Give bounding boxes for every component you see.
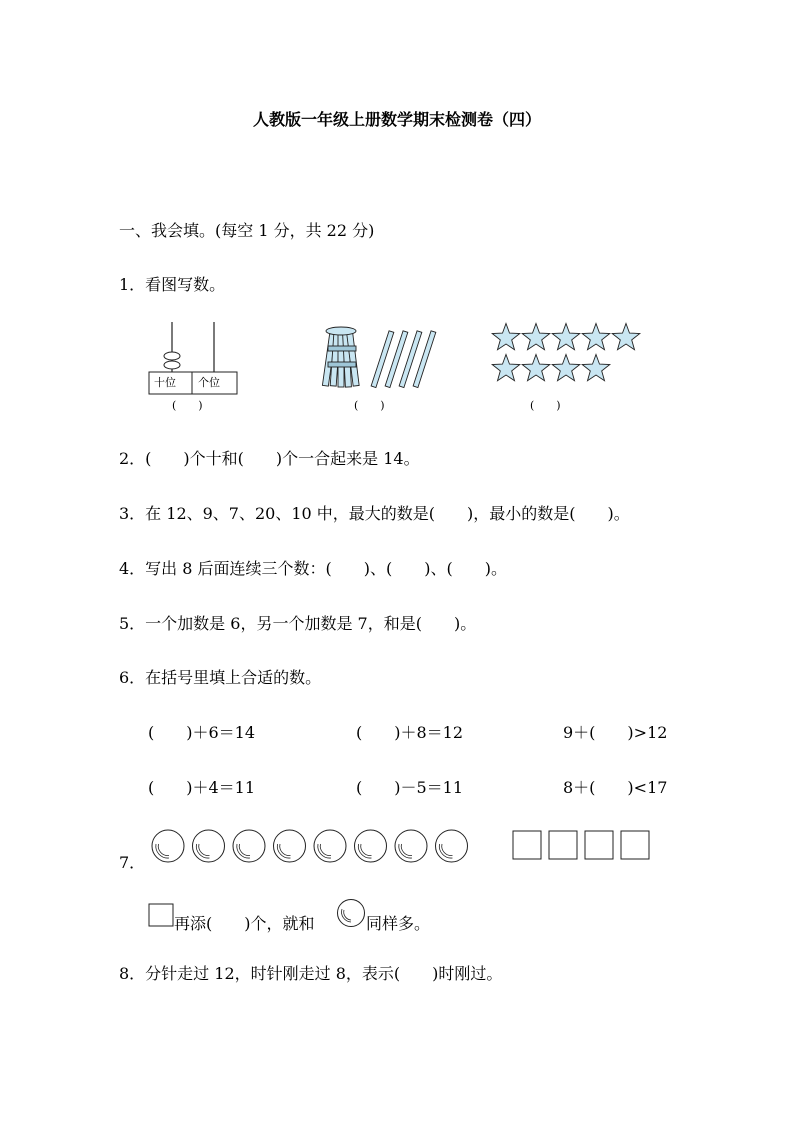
answer-blank-3[interactable]: ( ) bbox=[530, 399, 561, 412]
squares-row bbox=[512, 830, 654, 862]
sticks-figure bbox=[318, 326, 438, 392]
question-5: 5．一个加数是 6，另一个加数是 7，和是( )。 bbox=[119, 614, 477, 633]
question-7-label: 7． bbox=[119, 853, 146, 872]
star-icon bbox=[552, 324, 580, 350]
star-icon bbox=[492, 324, 520, 350]
circle-icon bbox=[233, 830, 265, 862]
abacus-bead bbox=[164, 352, 180, 360]
abacus-tens-label: 十位 bbox=[154, 376, 176, 389]
equation: ( )＋8＝12 bbox=[356, 723, 464, 742]
circle-icon bbox=[336, 898, 366, 928]
question-1: 1．看图写数。 bbox=[119, 275, 226, 294]
circle-icon bbox=[395, 830, 427, 862]
abacus-ones-label: 个位 bbox=[198, 376, 220, 389]
question-8: 8．分针走过 12，时针刚走过 8，表示( )时刚过。 bbox=[119, 964, 503, 983]
question-6: 6．在括号里填上合适的数。 bbox=[119, 668, 322, 687]
page-title: 人教版一年级上册数学期末检测卷（四） bbox=[252, 110, 541, 129]
section-heading: 一、我会填。(每空 1 分，共 22 分) bbox=[119, 221, 375, 240]
question-7-text-2: 同样多。 bbox=[366, 914, 431, 933]
star-icon bbox=[522, 355, 550, 381]
square-icon bbox=[585, 831, 613, 859]
circle-icon bbox=[152, 830, 184, 862]
equation: ( )－5＝11 bbox=[356, 778, 464, 797]
circle-icon bbox=[436, 830, 468, 862]
square-icon bbox=[621, 831, 649, 859]
question-4: 4．写出 8 后面连续三个数：( )、( )、( )。 bbox=[119, 559, 507, 578]
square-icon bbox=[148, 903, 174, 927]
answer-blank-1[interactable]: ( ) bbox=[172, 399, 203, 412]
star-icon bbox=[492, 355, 520, 381]
star-icon bbox=[522, 324, 550, 350]
circle-icon bbox=[193, 830, 225, 862]
square-icon bbox=[513, 831, 541, 859]
star-icon bbox=[582, 355, 610, 381]
equation: ( )＋4＝11 bbox=[148, 778, 256, 797]
stars-figure bbox=[490, 322, 646, 384]
question-3: 3．在 12、9、7、20、10 中，最大的数是( )，最小的数是( )。 bbox=[119, 504, 630, 523]
circle-icon bbox=[314, 830, 346, 862]
abacus-bead bbox=[164, 361, 180, 369]
circle-icon bbox=[274, 830, 306, 862]
star-icon bbox=[552, 355, 580, 381]
equation: ( )＋6＝14 bbox=[148, 723, 256, 742]
answer-blank-2[interactable]: ( ) bbox=[354, 399, 385, 412]
star-icon bbox=[612, 324, 640, 350]
circle-icon bbox=[355, 830, 387, 862]
equation: 9＋( )>12 bbox=[563, 723, 668, 742]
star-icon bbox=[582, 324, 610, 350]
equation: 8＋( )<17 bbox=[563, 778, 668, 797]
square-icon bbox=[549, 831, 577, 859]
question-7-text-1: 再添( )个，就和 bbox=[174, 914, 315, 933]
question-2: 2．( )个十和( )个一合起来是 14。 bbox=[119, 449, 420, 468]
circles-row bbox=[150, 828, 470, 864]
